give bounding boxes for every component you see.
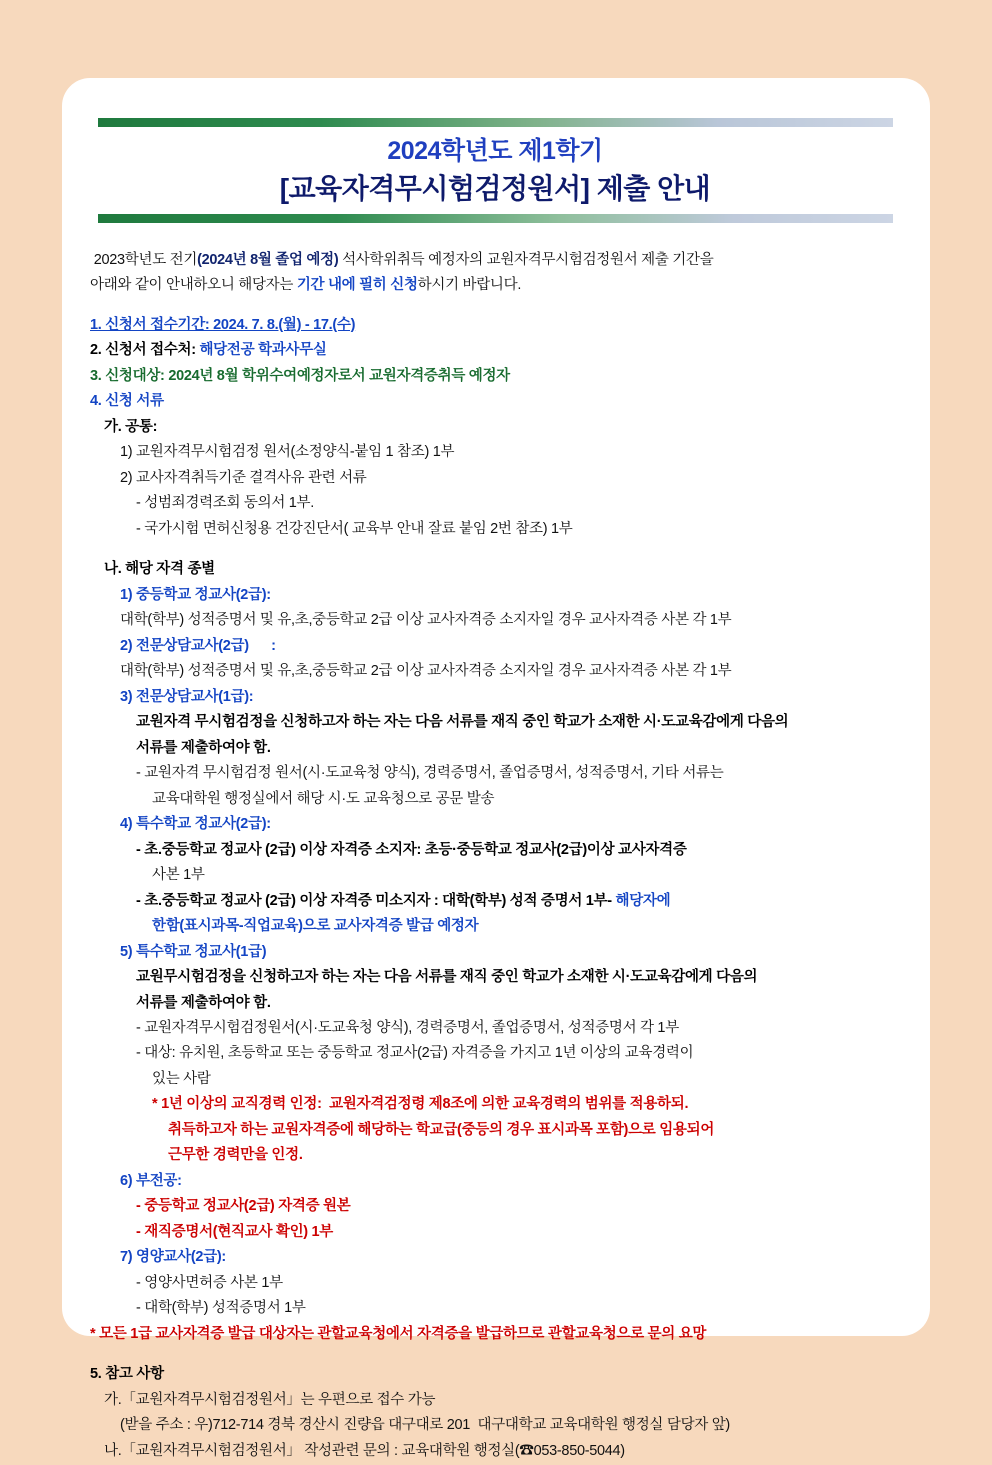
document-inner [62, 78, 930, 1465]
na-2-title: 2) 전문상담교사(2급) : [120, 637, 276, 654]
section-ga-item-2: 2) 교사자격취득기준 결격사유 관련 서류 [120, 469, 367, 486]
item-3-value: 2024년 8월 학위수여예정자로서 교원자격증취득 예정자 [168, 367, 510, 384]
item-2-value: 해당전공 학과사무실 [199, 342, 327, 359]
na-5-star-1: * 1년 이상의 교직경력 인정: 교원자격검정령 제8조에 의한 교육경력의 범위를 적용하되. [152, 1096, 689, 1113]
na-4-b-1-black: - 초.중등학교 정교사 (2급) 이상 자격증 미소지자 : 대학(학부) 성적 증명서 1부- [136, 892, 616, 909]
na-5-star-3: 근무한 경력만을 인정. [168, 1147, 303, 1164]
title-bottom-rule [98, 214, 893, 223]
item-2-label: 2. 신청서 접수처: [90, 342, 200, 359]
na-4-a-2: 사본 1부 [152, 867, 205, 884]
intro-seg-3: 석사학위취득 예정자의 교원자격무시험검정원서 제출 기간을 [338, 251, 714, 268]
intro-seg-1: 2023학년도 전기 [90, 251, 198, 268]
document-page [62, 78, 930, 1459]
na-4-b-2: 한함(표시과목-직업교육)으로 교사자격증 발급 예정자 [152, 918, 479, 935]
na-7-a: - 영양사면허증 사본 1부 [136, 1274, 283, 1291]
document-title [90, 127, 900, 214]
na-2-body: 대학(학부) 성적증명서 및 유,초,중등학교 2급 이상 교사자격증 소지자일 경우 교사자격증 사본 각 1부 [120, 663, 732, 680]
na-4-a-1: - 초.중등학교 정교사 (2급) 이상 자격증 소지자: 초등·중등학교 정교사(2급)이상 교사자격증 [136, 841, 687, 858]
intro-seg-2: (2024년 8월 졸업 예정) [197, 251, 339, 268]
item-5-reference: 5. 참고 사항 [90, 1366, 164, 1383]
na-5-body-5: 있는 사람 [152, 1070, 211, 1087]
intro-line2-seg-2: 기간 내에 필히 신청 [296, 277, 418, 294]
section-na-title: 나. 해당 자격 종별 [104, 561, 215, 578]
section-ga-item-1: 1) 교원자격무시험검정 원서(소정양식-붙임 1 참조) 1부 [120, 444, 455, 461]
item-5-ga-address: (받을 주소 : 우)712-714 경북 경산시 진량읍 대구대로 201 대구대학교 교육대학원 행정실 담당자 앞) [120, 1417, 730, 1434]
na-4-title: 4) 특수학교 정교사(2급): [120, 816, 271, 833]
na-6-title: 6) 부전공: [120, 1172, 182, 1189]
na-6-a: - 중등학교 정교사(2급) 자격증 원본 [136, 1198, 351, 1215]
title-top-rule [98, 118, 893, 127]
intro-line-1 [90, 249, 900, 272]
section-ga-item-2b: - 국가시험 면허신청용 건강진단서( 교육부 안내 잘료 붙임 2번 참조) 1부 [136, 520, 573, 537]
na-5-body-3: - 교원자격무시험검정원서(시·도교육청 양식), 경력증명서, 졸업증명서, 성적증명서 각 1부 [136, 1019, 679, 1036]
section-ga-title: 가. 공통: [104, 418, 158, 435]
title-line-1: 2024학년도 제1학기 [387, 137, 603, 165]
item-1-period: 1. 신청서 접수기간: 2024. 7. 8.(월) - 17.(수) [90, 316, 356, 333]
na-1-title: 1) 중등학교 정교사(2급): [120, 586, 271, 603]
na-5-body-2: 서류를 제출하여야 함. [136, 994, 271, 1011]
na-5-body-1: 교원무시험검정을 신청하고자 하는 자는 다음 서류를 재직 중인 학교가 소재한 시·도교육감에게 다음의 [136, 969, 758, 986]
item-5-ga: 가.「교원자격무시험검정원서」는 우편으로 접수 가능 [104, 1391, 436, 1408]
na-5-title: 5) 특수학교 정교사(1급) [120, 943, 267, 960]
item-2-place [90, 339, 900, 362]
document-body [90, 249, 900, 1463]
na-3-body-4: 교육대학원 행정실에서 해당 시·도 교육청으로 공문 발송 [152, 790, 495, 807]
na-7-b: - 대학(학부) 성적증명서 1부 [136, 1300, 306, 1317]
section-ga-item-2a: - 성범죄경력조회 동의서 1부. [136, 495, 314, 512]
na-1-body: 대학(학부) 성적증명서 및 유,초,중등학교 2급 이상 교사자격증 소지자일 경우 교사자격증 사본 각 1부 [120, 612, 732, 629]
intro-line2-seg-1: 아래와 같이 안내하오니 해당자는 [90, 277, 297, 294]
na-4-b-1 [90, 890, 900, 913]
na-3-title: 3) 전문상담교사(1급): [120, 688, 254, 705]
intro-paragraph [90, 249, 900, 298]
warning-note: * 모든 1급 교사자격증 발급 대상자는 관할교육청에서 자격증을 발급하므로 관할교육청으로 문의 요망 [90, 1325, 707, 1342]
na-3-body-3: - 교원자격 무시험검정 원서(시·도교육청 양식), 경력증명서, 졸업증명서, 성적증명서, 기타 서류는 [136, 765, 724, 782]
na-3-body-1: 교원자격 무시험검정을 신청하고자 하는 자는 다음 서류를 재직 중인 학교가 소재한 시·도교육감에게 다음의 [136, 714, 789, 731]
intro-line2-seg-3: 하시기 바랍니다. [417, 277, 522, 294]
na-7-title: 7) 영양교사(2급): [120, 1249, 226, 1266]
title-line-2: [교육자격무시험검정원서] 제출 안내 [279, 172, 711, 204]
item-4-documents: 4. 신청 서류 [90, 393, 164, 410]
item-3-label: 3. 신청대상: [90, 367, 169, 384]
na-5-star-2: 취득하고자 하는 교원자격증에 해당하는 학교급(중등의 경우 표시과목 포함)으로 임용되어 [168, 1121, 715, 1138]
na-6-b: - 재직증명서(현직교사 확인) 1부 [136, 1223, 334, 1240]
item-5-na: 나.「교원자격무시험검정원서」 작성관련 문의 : 교육대학원 행정실(☎053-850-5044) [104, 1442, 625, 1459]
intro-line-2 [90, 274, 900, 297]
na-4-b-1-blue: 해당자에 [615, 892, 671, 909]
na-5-body-4: - 대상: 유치원, 초등학교 또는 중등학교 정교사(2급) 자격증을 가지고 1년 이상의 교육경력이 [136, 1045, 694, 1062]
item-3-target [90, 365, 900, 388]
na-3-body-2: 서류를 제출하여야 함. [136, 739, 271, 756]
